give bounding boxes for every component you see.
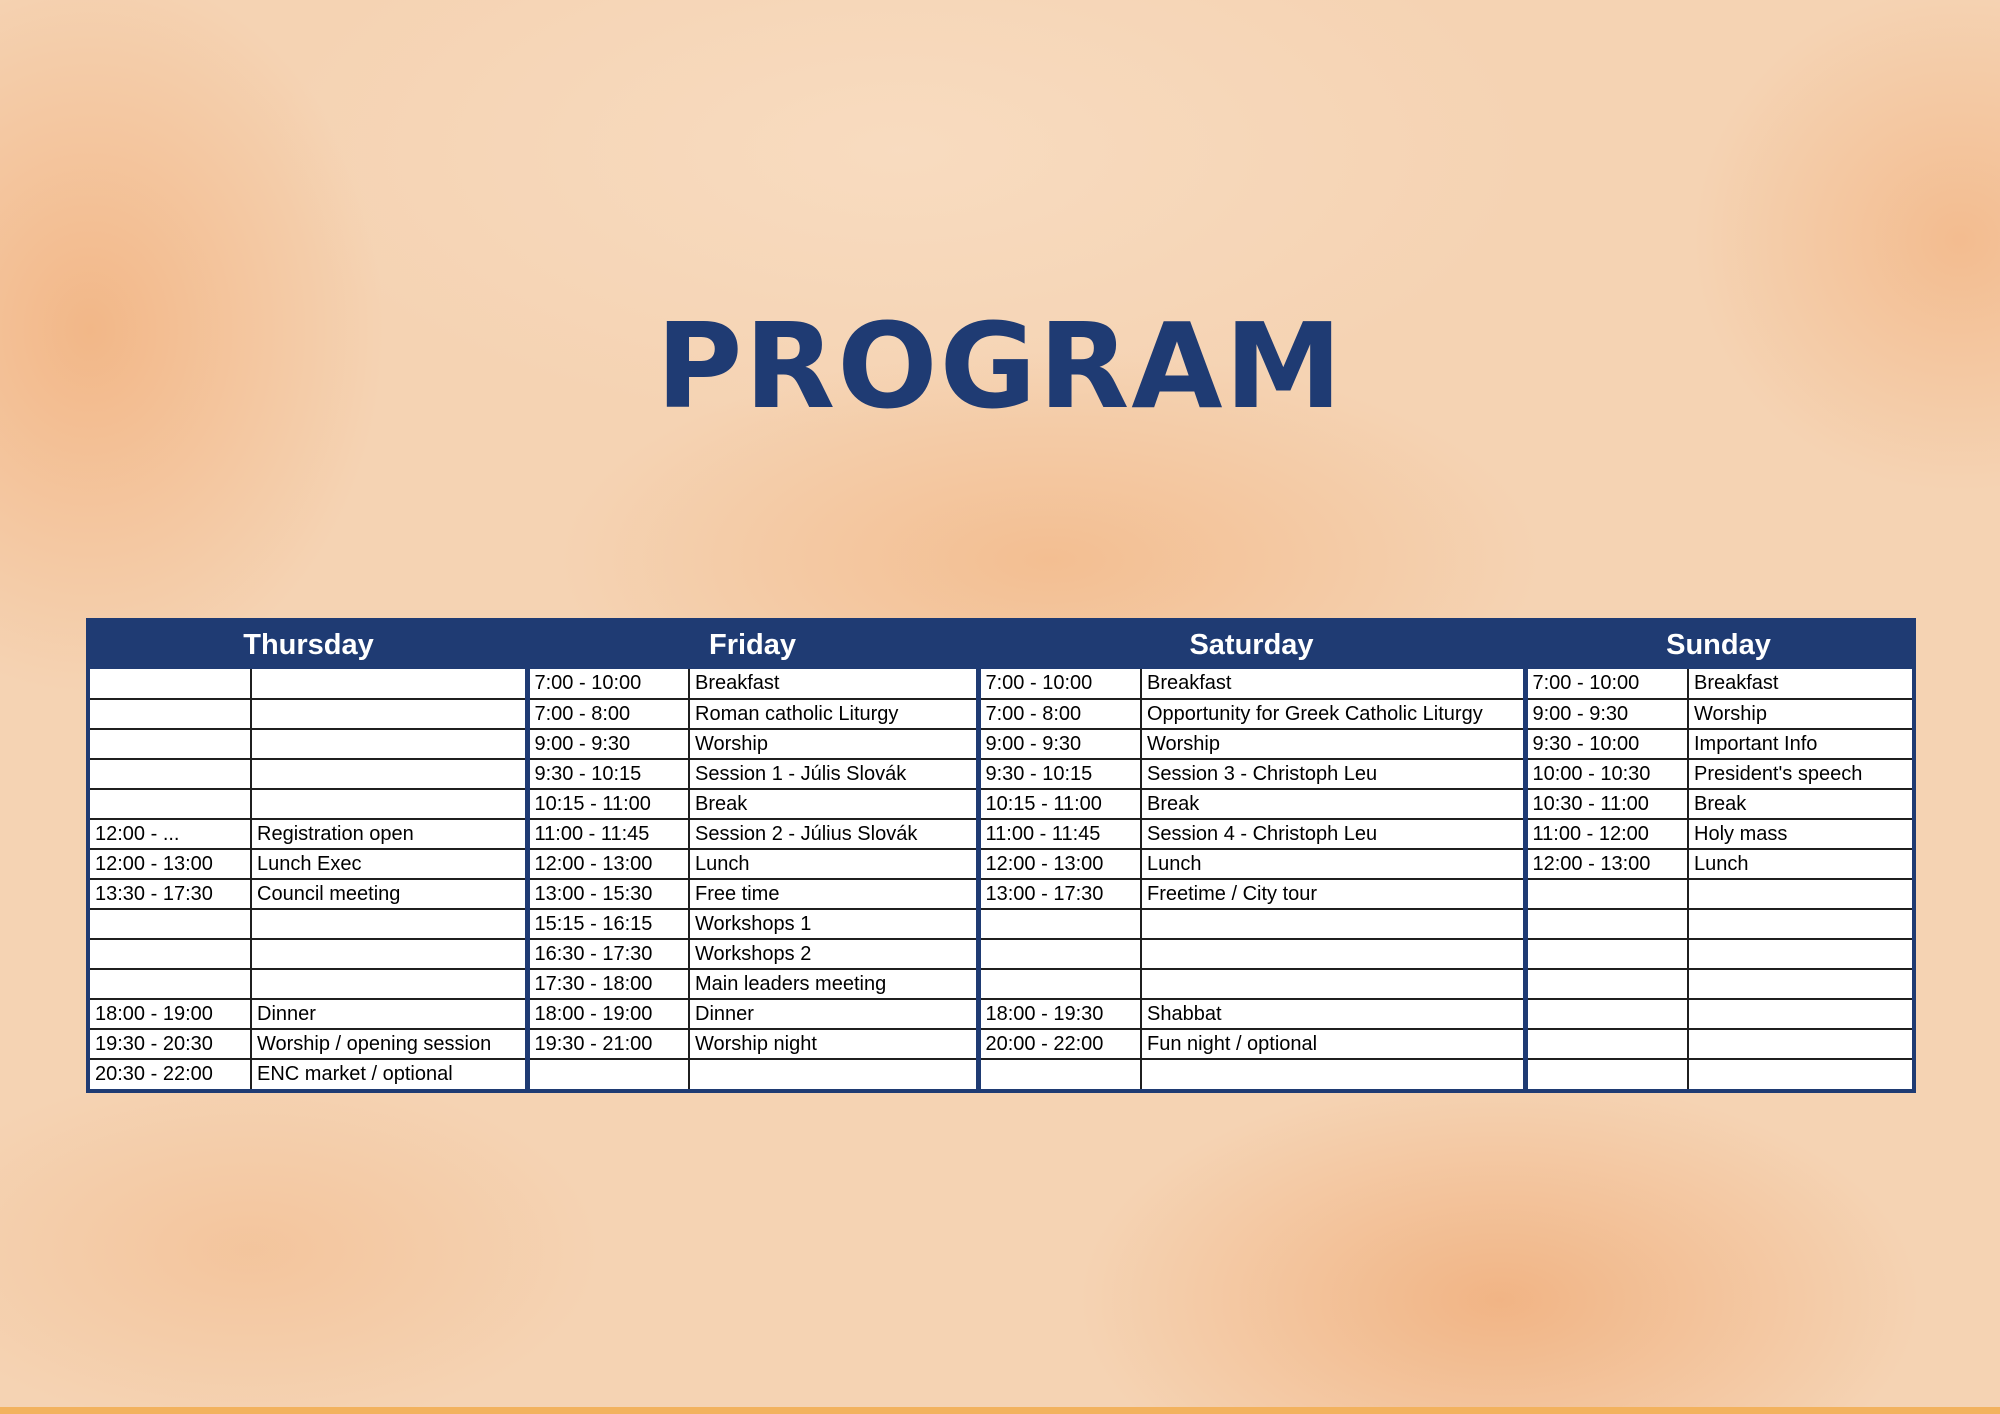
sunday-activity-cell <box>1688 1029 1912 1059</box>
sunday-time-cell: 7:00 - 10:00 <box>1525 669 1688 699</box>
saturday-time-cell: 10:15 - 11:00 <box>978 789 1141 819</box>
friday-time-cell: 11:00 - 11:45 <box>527 819 689 849</box>
table-row <box>90 699 1912 729</box>
thursday-time-cell <box>90 729 251 759</box>
bottom-accent-strip <box>0 1407 2000 1414</box>
thursday-time-cell: 13:30 - 17:30 <box>90 879 251 909</box>
saturday-activity-cell: Worship <box>1141 729 1525 759</box>
table-row <box>90 939 1912 969</box>
table-row <box>90 729 1912 759</box>
saturday-time-cell: 7:00 - 8:00 <box>978 699 1141 729</box>
saturday-time-cell: 9:30 - 10:15 <box>978 759 1141 789</box>
thursday-time-cell: 12:00 - 13:00 <box>90 849 251 879</box>
saturday-time-cell <box>978 939 1141 969</box>
sunday-time-cell <box>1525 999 1688 1029</box>
sunday-time-cell: 9:30 - 10:00 <box>1525 729 1688 759</box>
friday-activity-cell: Break <box>689 789 978 819</box>
friday-activity-cell: Workshops 1 <box>689 909 978 939</box>
saturday-time-cell: 12:00 - 13:00 <box>978 849 1141 879</box>
friday-time-cell: 10:15 - 11:00 <box>527 789 689 819</box>
thursday-activity-cell <box>251 759 527 789</box>
thursday-time-cell <box>90 759 251 789</box>
thursday-activity-cell: Registration open <box>251 819 527 849</box>
table-row <box>90 909 1912 939</box>
sunday-time-cell <box>1525 969 1688 999</box>
table-row <box>90 999 1912 1029</box>
saturday-time-cell: 9:00 - 9:30 <box>978 729 1141 759</box>
table-row <box>90 969 1912 999</box>
thursday-time-cell: 18:00 - 19:00 <box>90 999 251 1029</box>
saturday-time-cell: 13:00 - 17:30 <box>978 879 1141 909</box>
table-row <box>90 879 1912 909</box>
friday-activity-cell: Free time <box>689 879 978 909</box>
table-row <box>90 819 1912 849</box>
thursday-time-cell <box>90 969 251 999</box>
day-header-sunday: Sunday <box>1666 629 1771 661</box>
sunday-time-cell: 11:00 - 12:00 <box>1525 819 1688 849</box>
sunday-time-cell <box>1525 879 1688 909</box>
sunday-time-cell: 10:00 - 10:30 <box>1525 759 1688 789</box>
friday-time-cell: 19:30 - 21:00 <box>527 1029 689 1059</box>
friday-activity-cell <box>689 1059 978 1089</box>
sunday-time-cell <box>1525 909 1688 939</box>
thursday-time-cell <box>90 789 251 819</box>
saturday-activity-cell <box>1141 939 1525 969</box>
saturday-activity-cell: Shabbat <box>1141 999 1525 1029</box>
thursday-time-cell: 20:30 - 22:00 <box>90 1059 251 1089</box>
day-header-row <box>90 622 1912 669</box>
friday-time-cell: 13:00 - 15:30 <box>527 879 689 909</box>
sunday-time-cell <box>1525 1059 1688 1089</box>
sunday-activity-cell <box>1688 879 1912 909</box>
saturday-time-cell <box>978 1059 1141 1089</box>
friday-activity-cell: Worship <box>689 729 978 759</box>
saturday-activity-cell: Opportunity for Greek Catholic Liturgy <box>1141 699 1525 729</box>
sunday-activity-cell: Breakfast <box>1688 669 1912 699</box>
sunday-activity-cell <box>1688 909 1912 939</box>
sunday-time-cell <box>1525 939 1688 969</box>
saturday-activity-cell: Fun night / optional <box>1141 1029 1525 1059</box>
friday-activity-cell: Lunch <box>689 849 978 879</box>
saturday-time-cell: 20:00 - 22:00 <box>978 1029 1141 1059</box>
thursday-activity-cell: ENC market / optional <box>251 1059 527 1089</box>
saturday-time-cell <box>978 969 1141 999</box>
thursday-activity-cell <box>251 789 527 819</box>
thursday-activity-cell <box>251 669 527 699</box>
sunday-activity-cell: Important Info <box>1688 729 1912 759</box>
friday-time-cell: 9:00 - 9:30 <box>527 729 689 759</box>
friday-time-cell: 7:00 - 10:00 <box>527 669 689 699</box>
friday-time-cell: 15:15 - 16:15 <box>527 909 689 939</box>
saturday-activity-cell <box>1141 1059 1525 1089</box>
thursday-activity-cell <box>251 699 527 729</box>
friday-activity-cell: Session 2 - Július Slovák <box>689 819 978 849</box>
friday-activity-cell: Roman catholic Liturgy <box>689 699 978 729</box>
sunday-activity-cell: Lunch <box>1688 849 1912 879</box>
thursday-time-cell <box>90 909 251 939</box>
sunday-activity-cell <box>1688 1059 1912 1089</box>
table-row <box>90 789 1912 819</box>
saturday-time-cell: 11:00 - 11:45 <box>978 819 1141 849</box>
thursday-activity-cell <box>251 969 527 999</box>
table-row <box>90 1029 1912 1059</box>
thursday-time-cell <box>90 699 251 729</box>
day-header-friday: Friday <box>708 629 797 661</box>
saturday-time-cell: 7:00 - 10:00 <box>978 669 1141 699</box>
day-header-thursday: Thursday <box>243 629 374 661</box>
friday-time-cell: 17:30 - 18:00 <box>527 969 689 999</box>
saturday-activity-cell <box>1141 969 1525 999</box>
friday-time-cell: 12:00 - 13:00 <box>527 849 689 879</box>
friday-activity-cell: Worship night <box>689 1029 978 1059</box>
friday-activity-cell: Breakfast <box>689 669 978 699</box>
table-row <box>90 669 1912 699</box>
thursday-time-cell <box>90 939 251 969</box>
sunday-time-cell: 12:00 - 13:00 <box>1525 849 1688 879</box>
saturday-activity-cell: Break <box>1141 789 1525 819</box>
thursday-activity-cell: Lunch Exec <box>251 849 527 879</box>
day-header-saturday: Saturday <box>1189 629 1314 661</box>
sunday-activity-cell <box>1688 999 1912 1029</box>
saturday-time-cell <box>978 909 1141 939</box>
table-row <box>90 849 1912 879</box>
saturday-activity-cell: Session 3 - Christoph Leu <box>1141 759 1525 789</box>
thursday-activity-cell: Dinner <box>251 999 527 1029</box>
friday-activity-cell: Dinner <box>689 999 978 1029</box>
sunday-time-cell: 10:30 - 11:00 <box>1525 789 1688 819</box>
thursday-activity-cell <box>251 729 527 759</box>
page-title: PROGRAM <box>655 297 1345 435</box>
friday-activity-cell: Main leaders meeting <box>689 969 978 999</box>
saturday-activity-cell: Lunch <box>1141 849 1525 879</box>
friday-activity-cell: Session 1 - Júlis Slovák <box>689 759 978 789</box>
thursday-time-cell: 19:30 - 20:30 <box>90 1029 251 1059</box>
thursday-activity-cell <box>251 939 527 969</box>
sunday-activity-cell: Holy mass <box>1688 819 1912 849</box>
saturday-activity-cell: Session 4 - Christoph Leu <box>1141 819 1525 849</box>
sunday-activity-cell: Break <box>1688 789 1912 819</box>
saturday-time-cell: 18:00 - 19:30 <box>978 999 1141 1029</box>
table-row <box>90 759 1912 789</box>
friday-activity-cell: Workshops 2 <box>689 939 978 969</box>
friday-time-cell: 16:30 - 17:30 <box>527 939 689 969</box>
saturday-activity-cell: Freetime / City tour <box>1141 879 1525 909</box>
thursday-activity-cell: Worship / opening session <box>251 1029 527 1059</box>
table-row <box>90 1059 1912 1089</box>
schedule-grid <box>90 669 1912 1089</box>
thursday-activity-cell: Council meeting <box>251 879 527 909</box>
friday-time-cell: 7:00 - 8:00 <box>527 699 689 729</box>
friday-time-cell: 18:00 - 19:00 <box>527 999 689 1029</box>
sunday-time-cell: 9:00 - 9:30 <box>1525 699 1688 729</box>
sunday-time-cell <box>1525 1029 1688 1059</box>
sunday-activity-cell <box>1688 969 1912 999</box>
saturday-activity-cell: Breakfast <box>1141 669 1525 699</box>
thursday-activity-cell <box>251 909 527 939</box>
sunday-activity-cell: Worship <box>1688 699 1912 729</box>
thursday-time-cell: 12:00 - ... <box>90 819 251 849</box>
friday-time-cell <box>527 1059 689 1089</box>
friday-time-cell: 9:30 - 10:15 <box>527 759 689 789</box>
sunday-activity-cell: President's speech <box>1688 759 1912 789</box>
thursday-time-cell <box>90 669 251 699</box>
sunday-activity-cell <box>1688 939 1912 969</box>
program-schedule-table <box>86 618 1916 1093</box>
saturday-activity-cell <box>1141 909 1525 939</box>
